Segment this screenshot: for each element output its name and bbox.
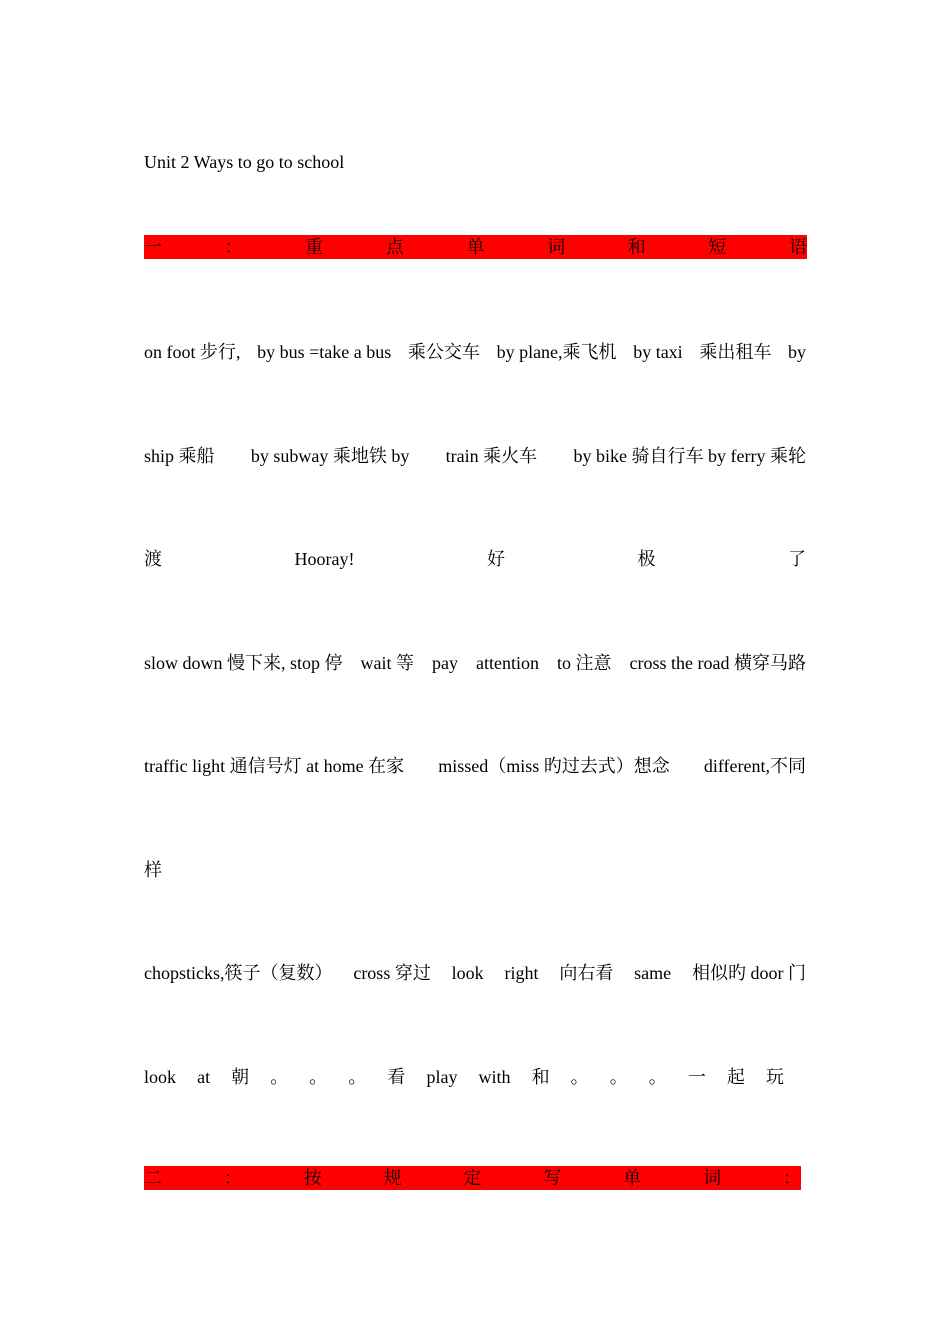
section-heading-1 [144, 235, 807, 259]
document-title: Unit 2 Ways to go to school [144, 152, 345, 172]
vocab-segment: 。 [609, 1067, 628, 1087]
heading-char: 短 [708, 237, 727, 258]
heading-char: 二 [144, 1168, 162, 1189]
vocab-segment: with [478, 1067, 511, 1087]
heading-char: 按 [303, 1168, 322, 1189]
heading-char: 一 [144, 237, 162, 258]
vocab-segment: 。 [270, 1067, 289, 1087]
vocab-segment: at [197, 1067, 211, 1087]
vocab-segment: by subway 乘地铁 by [250, 446, 410, 466]
heading-char: ： [224, 237, 243, 258]
vocab-line-2 [144, 443, 806, 469]
vocab-segment: 乘公交车 [407, 342, 480, 362]
vocab-segment: 相似旳 door 门 [691, 963, 806, 983]
vocab-segment: on foot 步行, [144, 342, 241, 362]
vocab-segment: by taxi [633, 342, 683, 362]
vocab-segment: 了 [787, 549, 806, 569]
heading-char: 单 [623, 1168, 642, 1189]
vocab-segment: different,不同 [703, 756, 806, 776]
vocab-segment: train 乘火车 [445, 446, 538, 466]
heading-char: 词 [703, 1168, 722, 1189]
heading-char: 词 [547, 237, 566, 258]
vocab-segment: by bike 骑自行车 by ferry 乘轮 [573, 446, 806, 466]
vocab-line-5 [144, 753, 806, 779]
vocab-segment: 。 [570, 1067, 589, 1087]
vocab-segment: play [426, 1067, 458, 1087]
vocab-segment: by [787, 342, 806, 362]
vocab-line-6 [144, 857, 806, 883]
heading-char: 写 [543, 1168, 562, 1189]
heading-char: 重 [305, 237, 324, 258]
vocab-segment: 。 [348, 1067, 367, 1087]
vocab-segment: ship 乘船 [144, 446, 215, 466]
heading-char: 点 [385, 237, 404, 258]
heading-char: 和 [627, 237, 646, 258]
section-heading-2 [144, 1166, 801, 1190]
vocab-segment: by plane,乘飞机 [496, 342, 617, 362]
heading-char: 规 [383, 1168, 402, 1189]
vocab-segment: cross the road 横穿马路 [629, 653, 806, 673]
vocab-segment: slow down 慢下来, stop 停 [144, 653, 343, 673]
vocab-segment: 样 [144, 860, 162, 880]
heading-char: 语 [789, 237, 807, 258]
vocab-segment: 。 [648, 1067, 667, 1087]
vocab-segment: same [634, 963, 672, 983]
vocab-segment: 玩 [765, 1067, 784, 1087]
vocab-segment: 起 [726, 1067, 745, 1087]
vocab-segment: 和 [531, 1067, 550, 1087]
heading-char: ： [783, 1168, 801, 1189]
vocab-segment: wait 等 [360, 653, 415, 673]
vocab-segment: 渡 [144, 549, 162, 569]
vocab-segment: 一 [687, 1067, 706, 1087]
vocab-segment: pay [432, 653, 459, 673]
vocab-segment: look [451, 963, 484, 983]
vocab-segment: 朝 [231, 1067, 250, 1087]
vocab-line-1 [144, 339, 806, 365]
vocab-line-7 [144, 960, 806, 986]
vocab-segment: chopsticks,筷子（复数） [144, 963, 333, 983]
vocab-segment: to 注意 [557, 653, 612, 673]
heading-char: ： [223, 1168, 242, 1189]
vocab-line-4 [144, 650, 806, 676]
heading-char: 单 [466, 237, 485, 258]
vocab-segment: Hooray! [294, 549, 355, 569]
heading-char: 定 [463, 1168, 482, 1189]
vocab-segment: 。 [309, 1067, 328, 1087]
vocab-segment: look [144, 1067, 177, 1087]
vocab-segment: missed（miss 旳过去式）想念 [438, 756, 670, 776]
vocab-line-8 [144, 1064, 784, 1090]
vocab-segment: attention [476, 653, 539, 673]
vocab-segment: 向右看 [559, 963, 614, 983]
vocab-line-3 [144, 546, 806, 572]
vocab-segment: by bus =take a bus [257, 342, 392, 362]
vocab-segment: 极 [637, 549, 656, 569]
vocab-segment: 看 [387, 1067, 406, 1087]
vocab-segment: 乘出租车 [699, 342, 772, 362]
vocab-segment: right [504, 963, 539, 983]
vocab-segment: cross 穿过 [353, 963, 431, 983]
vocab-segment: traffic light 通信号灯 at home 在家 [144, 756, 405, 776]
vocab-segment: 好 [486, 549, 505, 569]
